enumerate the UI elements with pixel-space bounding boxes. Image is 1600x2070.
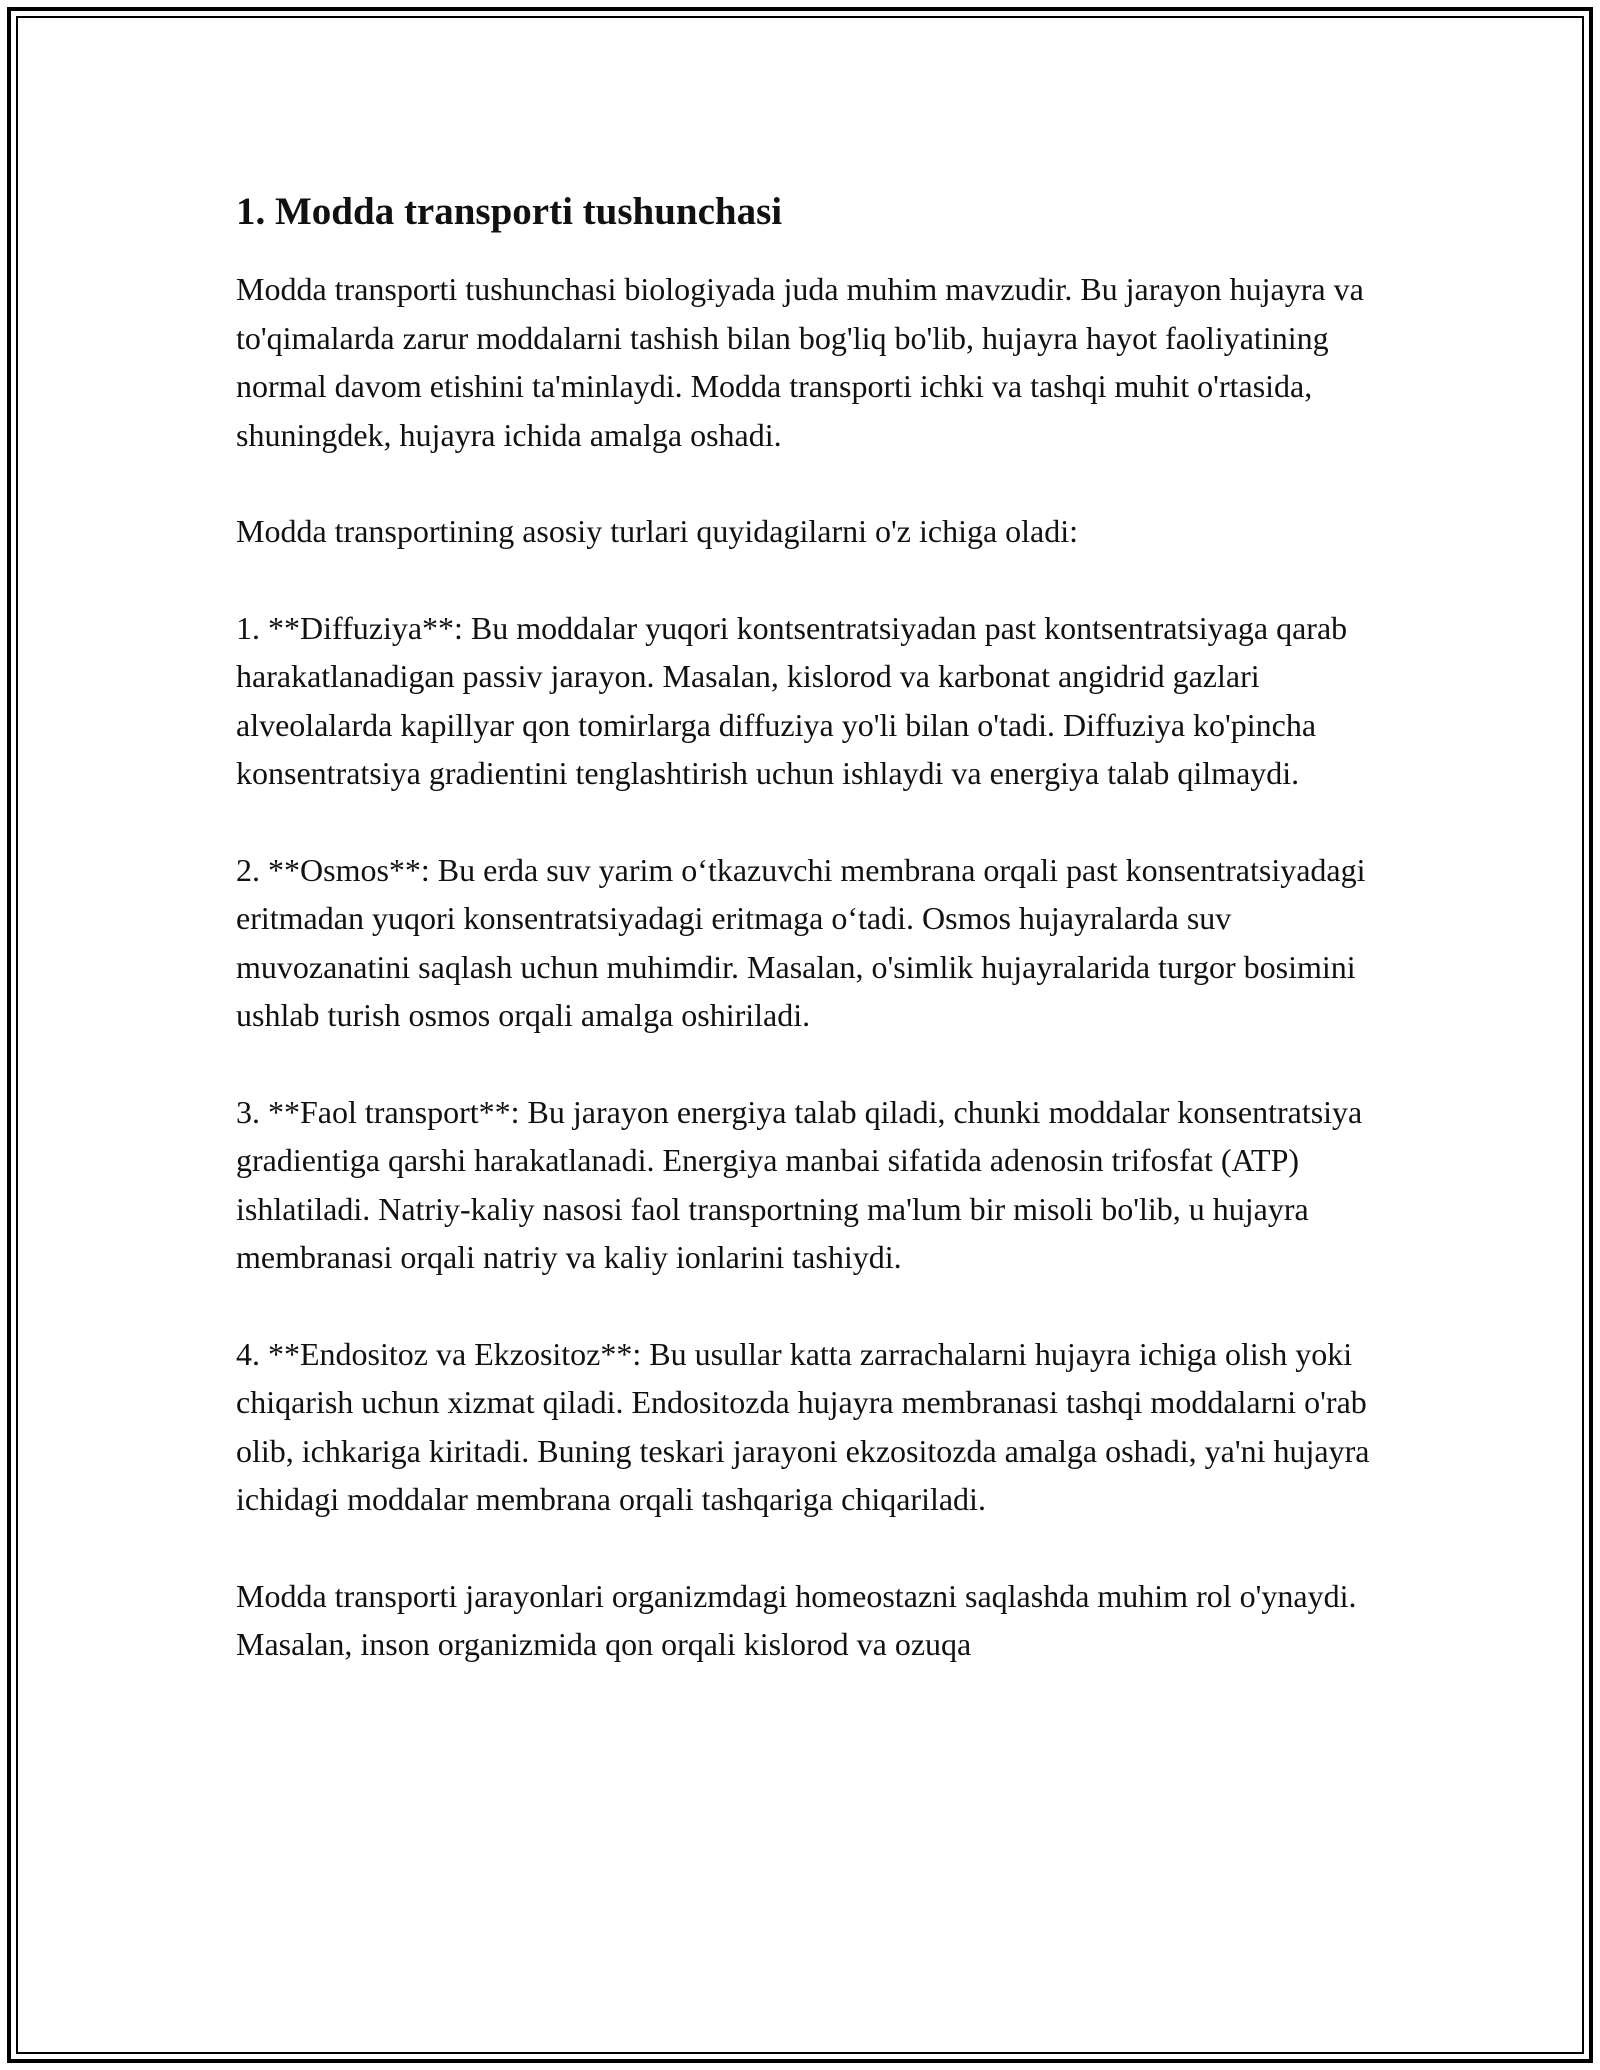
diffusion-paragraph: 1. **Diffuziya**: Bu moddalar yuqori kontsentratsiyadan past kontsentratsiyaga qarab harakatlanadigan passiv jarayon. Masalan, kislorod va karbonat angidrid gazlari alveolalarda kapillyar qon tomirlarga diffuziya yo'li bilan o'tadi. Diffuziya ko'pincha konsentratsiya gradientini tenglashtirish uchun ishlaydi va energiya talab qilmaydi. [236,609,1348,791]
endocytosis-exocytosis-paragraph: 4. **Endositoz va Ekzositoz**: Bu usullar katta zarrachalarni hujayra ichiga olish yoki chiqarish uchun xizmat qiladi. Endositozda hujayra membranasi tashqi moddalarni o'rab olib, ichkariga kiritadi. Buning teskari jarayoni ekzositozda amalga oshadi, ya'ni hujayra ichidagi moddalar membrana orqali tashqariga chiqariladi. [236,1335,1370,1517]
active-transport-paragraph: 3. **Faol transport**: Bu jarayon energiya talab qiladi, chunki moddalar konsentratsiya gradientiga qarshi harakatlanadi. Energiya manbai sifatida adenosin trifosfat (ATP) ishlatiladi. Natriy-kaliy nasosi faol transportning ma'lum bir misoli bo'lib, u hujayra membranasi orqali natriy va kaliy ionlarini tashiydi. [236,1093,1363,1275]
section-heading: 1. Modda transporti tushunchasi [236,190,783,233]
types-intro-paragraph: Modda transportining asosiy turlari quyidagilarni o'z ichiga oladi: [236,513,1079,549]
intro-paragraph: Modda transporti tushunchasi biologiyada juda muhim mavzudir. Bu jarayon hujayra va to'qimalarda zarur moddalarni tashish bilan bog'liq bo'lib, hujayra hayot faoliyatining normal davom etishini ta'minlaydi. Modda transporti ichki va tashqi muhit o'rtasida, shuningdek, hujayra ichida amalga oshadi. [236,271,1364,453]
homeostasis-paragraph: Modda transporti jarayonlari organizmdagi homeostazni saqlashda muhim rol o'ynaydi. Masalan, inson organizmida qon orqali kislorod va ozuqa [236,1577,1357,1662]
osmosis-paragraph: 2. **Osmos**: Bu erda suv yarim o‘tkazuvchi membrana orqali past konsentratsiyadagi eritmadan yuqori konsentratsiyadagi eritmaga o‘tadi. Osmos hujayralarda suv muvozanatini saqlash uchun muhimdir. Masalan, o'simlik hujayralarida turgor bosimini ushlab turish osmos orqali amalga oshiriladi. [236,851,1366,1033]
document-body [236,182,1376,1669]
